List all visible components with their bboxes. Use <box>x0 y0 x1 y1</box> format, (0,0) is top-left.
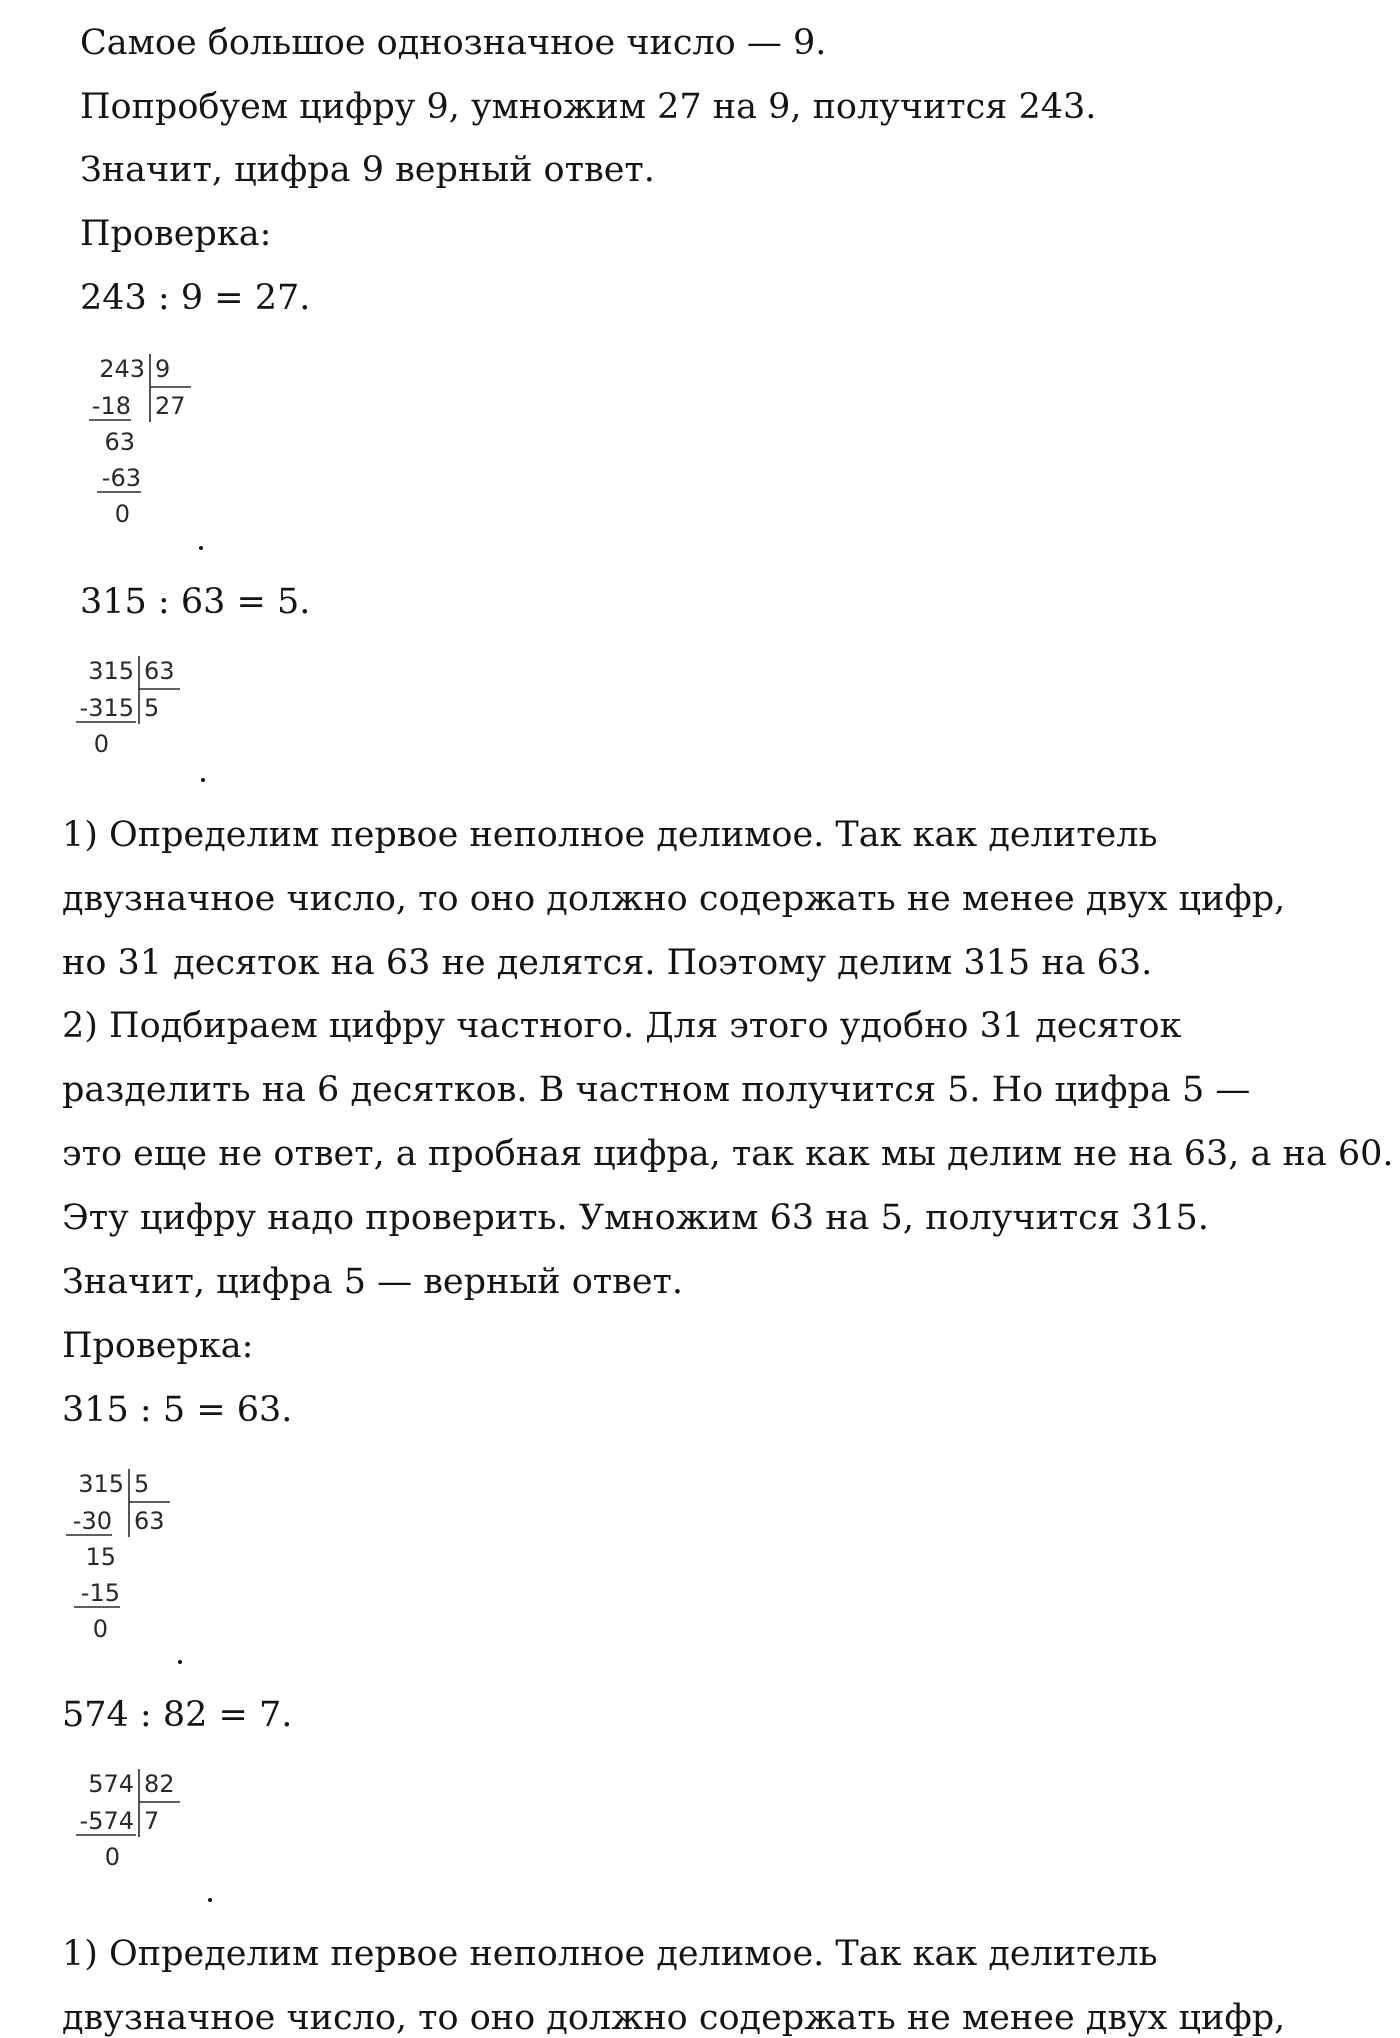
text-line: разделить на 6 десятков. В частном получится 5. Но цифра 5 — <box>62 1070 1251 1110</box>
division-dividend: 243 <box>99 355 145 383</box>
text-line: 2) Подбираем цифру частного. Для этого удобно 31 десяток <box>62 1006 1182 1046</box>
equation-line: 243 : 9 = 27. <box>80 278 311 318</box>
text-line: Проверка: <box>80 214 272 254</box>
equation-line: 315 : 63 = 5. <box>80 582 311 622</box>
division-step: 0 <box>93 730 109 758</box>
text-line: двузначное число, то оно должно содержать не менее двух цифр, <box>62 879 1286 919</box>
equation-line: 315 : 5 = 63. <box>62 1390 293 1430</box>
period-mark <box>178 1660 182 1664</box>
text-line: Эту цифру надо проверить. Умножим 63 на 5, получится 315. <box>62 1198 1209 1238</box>
division-step: 0 <box>114 500 130 528</box>
division-step: -18 <box>91 392 131 420</box>
division-dividend: 315 <box>88 657 134 685</box>
division-quotient: 63 <box>134 1507 165 1535</box>
division-dividend: 574 <box>88 1770 134 1798</box>
long-division <box>62 1465 182 1645</box>
division-divisor: 5 <box>134 1470 150 1498</box>
division-step: 63 <box>104 428 135 456</box>
text-line: Значит, цифра 5 — верный ответ. <box>62 1262 684 1302</box>
text-line: но 31 десяток на 63 не делятся. Поэтому делим 315 на 63. <box>62 943 1153 983</box>
text-line: 1) Определим первое неполное делимое. Так как делитель <box>62 815 1158 855</box>
text-line: Самое большое однозначное число — 9. <box>80 23 827 63</box>
division-quotient: 5 <box>144 694 160 722</box>
division-step: -315 <box>79 694 134 722</box>
division-step: -63 <box>101 464 141 492</box>
division-step: 0 <box>104 1843 120 1871</box>
division-divisor: 9 <box>155 355 171 383</box>
division-divisor: 82 <box>144 1770 175 1798</box>
text-line: 1) Определим первое неполное делимое. Так как делитель <box>62 1934 1158 1974</box>
text-line: это еще не ответ, а пробная цифра, так как мы делим не на 63, а на 60. <box>62 1134 1394 1174</box>
division-step: 0 <box>92 1615 108 1643</box>
period-mark <box>208 1898 212 1902</box>
division-divisor: 63 <box>144 657 175 685</box>
division-quotient: 27 <box>155 392 186 420</box>
division-step: -30 <box>72 1507 112 1535</box>
division-step: 15 <box>85 1543 116 1571</box>
equation-line: 574 : 82 = 7. <box>62 1695 293 1735</box>
division-step: -574 <box>79 1807 134 1835</box>
long-division <box>72 652 192 762</box>
long-division <box>85 350 205 530</box>
division-dividend: 315 <box>78 1470 124 1498</box>
text-line: двузначное число, то оно должно содержать не менее двух цифр, <box>62 1998 1286 2038</box>
period-mark <box>201 778 205 782</box>
text-line: Проверка: <box>62 1326 254 1366</box>
division-quotient: 7 <box>144 1807 160 1835</box>
period-mark <box>199 546 203 550</box>
text-line: Попробуем цифру 9, умножим 27 на 9, получится 243. <box>80 87 1097 127</box>
long-division <box>72 1765 192 1875</box>
division-step: -15 <box>80 1579 120 1607</box>
text-line: Значит, цифра 9 верный ответ. <box>80 150 655 190</box>
